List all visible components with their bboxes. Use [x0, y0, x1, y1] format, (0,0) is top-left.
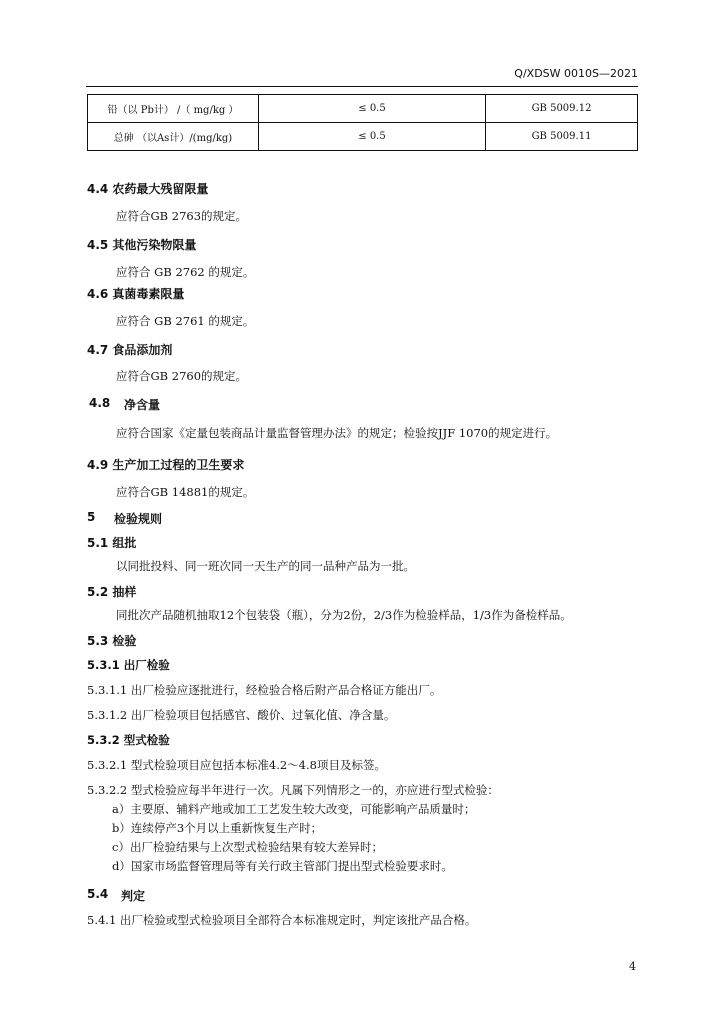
section-heading: 4.5 其他污染物限量 [87, 238, 197, 252]
table-cell-item: 铅（以 Pb计） /（ mg/kg ） [88, 95, 259, 123]
section-text: 应符合GB 2763的规定。 [116, 209, 248, 223]
section-title: 净含量 [124, 398, 161, 412]
chapter-number: 5 [87, 510, 96, 524]
list-item: d）国家市场监督管理局等有关行政主管部门提出型式检验要求时。 [112, 859, 453, 873]
table-row [88, 95, 638, 123]
subsection-heading: 5.3.1 出厂检验 [87, 658, 170, 672]
section-text: 应符合国家《定量包装商品计量监督管理办法》的规定；检验按JJF 1070的规定进行。 [116, 426, 558, 440]
table-row [88, 123, 638, 151]
clause-text: 5.4.1 出厂检验或型式检验项目全部符合本标准规定时，判定该批产品合格。 [87, 913, 477, 927]
subsection-heading: 5.3.2 型式检验 [87, 733, 170, 747]
section-heading: 5.2 抽样 [87, 585, 137, 599]
section-heading: 4.4 农药最大残留限量 [87, 182, 209, 196]
limits-table [87, 94, 638, 151]
list-item: a）主要原、辅料产地或加工工艺发生较大改变，可能影响产品质量时； [112, 802, 476, 816]
section-heading: 4.7 食品添加剂 [87, 343, 173, 357]
section-number: 5.4 [87, 887, 109, 901]
section-heading: 4.9 生产加工过程的卫生要求 [87, 458, 245, 472]
chapter-title: 检验规则 [114, 512, 163, 526]
section-heading: 5.1 组批 [87, 536, 137, 550]
header-rule [86, 86, 638, 87]
section-text: 应符合 GB 2761 的规定。 [116, 314, 255, 328]
section-text: 以同批投料、同一班次同一天生产的同一品种产品为一批。 [116, 559, 415, 573]
list-item: c）出厂检验结果与上次型式检验结果有较大差异时； [112, 840, 383, 854]
section-heading: 5.3 检验 [87, 634, 137, 648]
clause-text: 5.3.1.1 出厂检验应逐批进行，经检验合格后附产品合格证方能出厂。 [87, 683, 442, 697]
section-title: 判定 [121, 889, 146, 903]
clause-text: 5.3.2.2 型式检验应每半年进行一次。凡属下列情形之一的，亦应进行型式检验： [87, 783, 499, 797]
section-number: 4.8 [89, 396, 111, 410]
table-cell-method: GB 5009.12 [486, 95, 638, 123]
clause-text: 5.3.1.2 出厂检验项目包括感官、酸价、过氧化值、净含量。 [87, 708, 396, 722]
clause-text: 5.3.2.1 型式检验项目应包括本标准4.2～4.8项目及标签。 [87, 758, 386, 772]
table-cell-method: GB 5009.11 [486, 123, 638, 151]
table-cell-item: 总砷 （以As计）/(mg/kg) [88, 123, 259, 151]
page-number: 4 [629, 960, 636, 973]
section-text: 应符合GB 14881的规定。 [116, 485, 255, 499]
document-code: Q/XDSW 0010S—2021 [514, 67, 638, 80]
table-cell-limit: ≤ 0.5 [259, 95, 486, 123]
section-text: 应符合 GB 2762 的规定。 [116, 265, 255, 279]
table-cell-limit: ≤ 0.5 [259, 123, 486, 151]
section-text: 应符合GB 2760的规定。 [116, 369, 248, 383]
list-item: b）连续停产3个月以上重新恢复生产时； [112, 821, 323, 835]
section-text: 同批次产品随机抽取12个包装袋（瓶），分为2份，2/3作为检验样品，1/3作为备检样品。 [116, 608, 572, 622]
section-heading: 4.6 真菌毒素限量 [87, 287, 185, 301]
